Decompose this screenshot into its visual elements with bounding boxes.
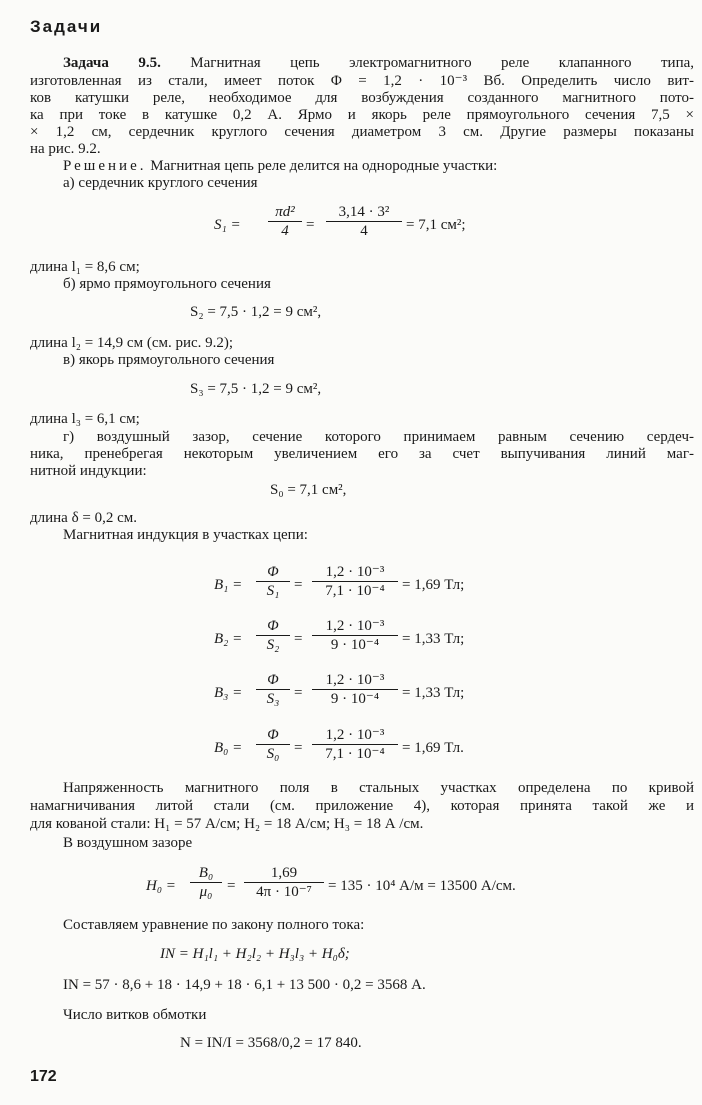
turns-equation: N = IN/I = 3568/0,2 = 17 840. xyxy=(180,1035,362,1051)
b-fraction-symbolic xyxy=(256,726,290,763)
length-l3: длина l₃ = 6,1 см; xyxy=(30,411,140,427)
page-number: 172 xyxy=(30,1068,57,1085)
fraction-numerator: Φ xyxy=(267,727,279,743)
s1-fraction-numeric xyxy=(326,203,402,240)
item-d-line: г) воздушный зазор, сечение которого принимаем равным сечению сердеч- xyxy=(63,429,694,445)
h0-lhs: H₀ = xyxy=(146,878,176,894)
fraction-numerator: 1,2 · 10⁻³ xyxy=(325,672,385,688)
formula-s3: S₃ = 7,5 · 1,2 = 9 см², xyxy=(190,381,322,397)
section-heading: Задачи xyxy=(30,17,103,36)
fraction-denominator: 4 xyxy=(326,221,402,240)
field-strength-line: Напряженность магнитного поля в стальных участках определена по кривой xyxy=(63,780,694,796)
fraction-numerator: B₀ xyxy=(198,865,214,881)
h0-fraction-numeric xyxy=(244,864,324,901)
fraction-denominator: 9 · 10⁻⁴ xyxy=(312,635,398,654)
formula-s0: S₀ = 7,1 см², xyxy=(270,482,347,498)
fraction-numerator: Φ xyxy=(267,618,279,634)
law-intro: Составляем уравнение по закону полного тока: xyxy=(63,917,365,933)
fraction-denominator: 7,1 · 10⁻⁴ xyxy=(312,744,398,763)
fraction-denominator: S₂ xyxy=(256,635,290,654)
fraction-numerator: 1,2 · 10⁻³ xyxy=(325,564,385,580)
s1-lhs: S₁ = xyxy=(214,217,241,233)
length-l2: длина l₂ = 14,9 см (см. рис. 9.2); xyxy=(30,335,234,351)
item-d-line: нитной индукции: xyxy=(30,463,147,479)
h0-fraction-symbolic xyxy=(190,864,222,901)
b-lhs: B₂ = xyxy=(214,631,243,647)
fraction-numerator: 1,69 xyxy=(270,865,298,881)
textbook-page: Задачи Задача 9.5. Магнитная цепь электромагнитного реле клапанного типа, изготовленная из стали, имеет поток Φ = 1,2 · 10⁻³ Вб. Определить число вит- ков катушки реле, необходимое для возбуждения созданного магнитного пото- ка при токе в катушке 0,2 А. Ярмо и якорь реле прямоугольного сечения 7,5 × × 1,2 см, сердечник круглого сечения диаметром 3 см. Другие размеры показаны на рис. 9.2. Решение. Магнитная цепь реле делится на однородные участки: а) сердечник круглого сечения S₁ = $\frac{\text{πd²}}{4}$ = $\frac{\text{3,14 · 3²}}{4}$ = 7,1 см²; длина l₁ = 8,6 см; б) ярмо прямоугольного сечения S₂ = 7,5 · 1,2 = 9 см², длина l₂ = 14,9 см (см. рис. 9.2); в) якорь прямоугольного сечения S₃ = 7,5 · 1,2 = 9 см², длина l₃ = 6,1 см; г) воздушный зазор, сечение которого принимаем равным сечению сердеч- ника, пренебрегая некоторым увеличением его за счет выпучивания линий маг- нитной индукции: S₀ = 7,1 см², длина δ = 0,2 см. Магнитная индукция в участках цепи: B₁ = $\frac{\Phi}{\text{S₁}}$ = $\frac{\text{1,2 · 10⁻³}}{\text{7,1 · 10⁻⁴}}$ = 1,69 Тл; B₂ = $\frac{\Phi}{\text{S₂}}$ = $\frac{\text{1,2 · 10⁻³}}{\text{9 · 10⁻⁴}}$ = 1,33 Тл; B₃ = $\frac{\Phi}{\text{S₃}}$ = $\frac{\text{1,2 · 10⁻³}}{\text{9 · 10⁻⁴}}$ = 1,33 Тл; B₀ = $\frac{\Phi}{\text{S₀}}$ = $\frac{\text{1,2 · 10⁻³}}{\text{7,1 · 10⁻⁴}}$ = 1,69 Тл. Напряженность магнитного поля в стальных участках определена по кривой намагничивания литой стали (см. приложение 4), которая принята такой же и для кованой стали: H₁ = 57 А/см; H₂ = 18 А/см; H₃ = 18 А /см. В воздушном зазоре H₀ = $\frac{\text{B₀}}{\text{μ₀}}$ = $\frac{1,69}{\text{4π · 10⁻⁷}}$ = 135 · 10⁴ А/м = 13500 А/см. Составляем уравнение по закону полного тока: IN = H₁l₁ + H₂l₂ + H₃l₃ + H₀δ; IN = 57 · 8,6 + 18 · 14,9 + 18 · 6,1 + 13 500 · 0,2 = 3568 А. Число витков обмотки N = IN/I = 3568/0,2 = 17 840. 172 xyxy=(30,17,695,1085)
problem-line: ков катушки реле, необходимое для возбуждения созданного магнитного пото- xyxy=(30,90,694,106)
fraction-numerator: Φ xyxy=(267,564,279,580)
b-fraction-symbolic xyxy=(256,563,290,600)
fraction-denominator: S₀ xyxy=(256,744,290,763)
fraction-numerator: 3,14 · 3² xyxy=(338,204,390,220)
b-result: = 1,69 Тл. xyxy=(402,740,464,756)
fraction-denominator: 4 xyxy=(268,221,302,240)
problem-line: на рис. 9.2. xyxy=(30,141,101,157)
item-b-label: б) ярмо прямоугольного сечения xyxy=(63,276,271,292)
problem-label: Задача 9.5. xyxy=(63,55,161,71)
equals-sign: = xyxy=(294,577,303,593)
b-fraction-symbolic xyxy=(256,617,290,654)
b-lhs: B₀ = xyxy=(214,740,243,756)
fraction-denominator: 4π · 10⁻⁷ xyxy=(244,882,324,901)
b-result: = 1,69 Тл; xyxy=(402,577,465,593)
problem-first-line xyxy=(63,54,694,72)
b-result: = 1,33 Тл; xyxy=(402,685,465,701)
problem-line: × 1,2 см, сердечник круглого сечения диаметром 3 см. Другие размеры показаны xyxy=(30,124,694,140)
induction-intro: Магнитная индукция в участках цепи: xyxy=(63,527,308,543)
item-a-label: а) сердечник круглого сечения xyxy=(63,175,258,191)
law-equation: IN = H₁l₁ + H₂l₂ + H₃l₃ + H₀δ; xyxy=(160,946,350,962)
length-l1: длина l₁ = 8,6 см; xyxy=(30,259,140,275)
item-c-label: в) якорь прямоугольного сечения xyxy=(63,352,275,368)
law-numeric: IN = 57 · 8,6 + 18 · 14,9 + 18 · 6,1 + 13 500 · 0,2 = 3568 А. xyxy=(63,977,426,993)
field-strength-line: для кованой стали: H₁ = 57 А/см; H₂ = 18 А/см; H₃ = 18 А /см. xyxy=(30,816,424,832)
length-delta: длина δ = 0,2 см. xyxy=(30,510,138,526)
b-fraction-numeric xyxy=(312,671,398,708)
b-lhs: B₁ = xyxy=(214,577,243,593)
problem-line: Магнитная цепь электромагнитного реле клапанного типа, xyxy=(190,55,695,71)
equals-sign: = xyxy=(294,631,303,647)
formula-s2: S₂ = 7,5 · 1,2 = 9 см², xyxy=(190,304,322,320)
b-result: = 1,33 Тл; xyxy=(402,631,465,647)
h0-result: = 135 · 10⁴ А/м = 13500 А/см. xyxy=(328,878,516,894)
fraction-numerator: 1,2 · 10⁻³ xyxy=(325,618,385,634)
item-d-line: ника, пренебрегая некоторым увеличением его за счет выпучивания линий маг- xyxy=(30,446,694,462)
s1-fraction-symbolic xyxy=(268,203,302,240)
b-fraction-numeric xyxy=(312,617,398,654)
field-strength-line: намагничивания литой стали (см. приложение 4), которая принята такой же и xyxy=(30,798,694,814)
air-gap-label: В воздушном зазоре xyxy=(63,835,193,851)
equals-sign: = xyxy=(294,685,303,701)
equals-sign: = xyxy=(294,740,303,756)
fraction-denominator: μ₀ xyxy=(190,882,222,901)
solution-label: Решение. xyxy=(63,158,147,174)
fraction-numerator: Φ xyxy=(267,672,279,688)
solution-intro-text: Магнитная цепь реле делится на однородные участки: xyxy=(150,158,498,174)
b-fraction-numeric xyxy=(312,726,398,763)
fraction-denominator: 9 · 10⁻⁴ xyxy=(312,689,398,708)
solution-intro xyxy=(63,157,497,175)
fraction-denominator: S₁ xyxy=(256,581,290,600)
b-lhs: B₃ = xyxy=(214,685,243,701)
b-fraction-numeric xyxy=(312,563,398,600)
fraction-denominator: S₃ xyxy=(256,689,290,708)
fraction-denominator: 7,1 · 10⁻⁴ xyxy=(312,581,398,600)
problem-line: изготовленная из стали, имеет поток Φ = 1,2 · 10⁻³ Вб. Определить число вит- xyxy=(30,73,694,89)
s1-result: = 7,1 см²; xyxy=(406,217,466,233)
b-fraction-symbolic xyxy=(256,671,290,708)
fraction-numerator: πd² xyxy=(275,204,295,220)
turns-intro: Число витков обмотки xyxy=(63,1007,207,1023)
fraction-numerator: 1,2 · 10⁻³ xyxy=(325,727,385,743)
problem-line: ка при токе в катушке 0,2 А. Ярмо и якорь реле прямоугольного сечения 7,5 × xyxy=(30,107,694,123)
